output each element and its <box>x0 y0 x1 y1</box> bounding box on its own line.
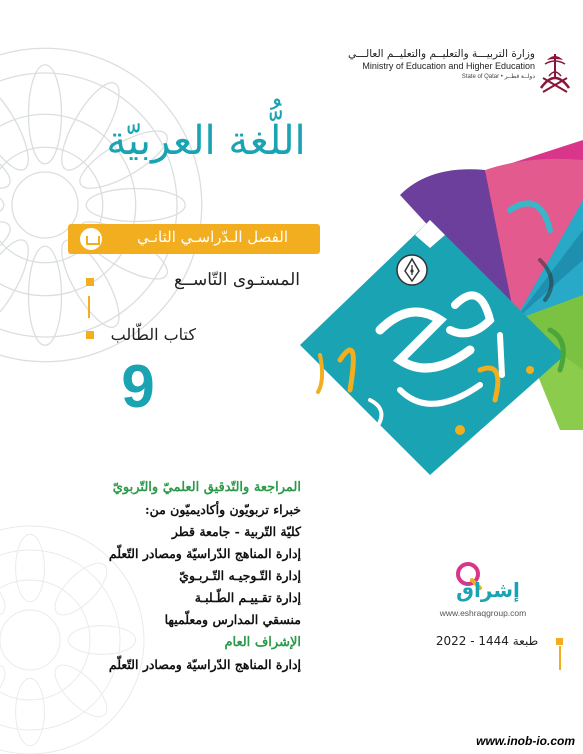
review-heading: المراجعة والتّدقيق العلميّ والتّربويّ <box>112 480 301 495</box>
book-row <box>86 325 196 349</box>
pen-nib-icon <box>395 253 429 287</box>
credit-line: كليّة التّربية - جامعة قطر <box>171 524 301 539</box>
credit-line: منسقي المدارس ومعلّميها <box>164 612 301 627</box>
book-icon <box>78 226 104 252</box>
qatar-emblem-icon <box>533 48 577 98</box>
mandala-decoration-icon <box>0 40 210 370</box>
bullet-square-icon <box>556 638 563 645</box>
edition-label: طبعة 1444 - 2022 <box>435 634 539 648</box>
credit-line: خبراء تربويّون وأكاديميّون من: <box>144 502 301 517</box>
credit-line: إدارة المناهج الدّراسيّة ومصادر التّعلّم <box>108 546 301 561</box>
credits-block <box>1 480 301 672</box>
publisher-url[interactable]: www.eshraqgroup.com <box>439 608 527 618</box>
state-label: State of Qatar • دولــة قطــر <box>461 74 535 80</box>
semester-label: الفصل الـدّراسـي الثانـي <box>136 228 288 246</box>
book-label: كتاب الطّالب <box>110 325 196 344</box>
credit-line: إدارة التّـوجيـه التّـربـويّ <box>179 568 301 583</box>
watermark-url[interactable]: www.inob-io.com <box>476 734 575 748</box>
bullet-square-icon <box>86 331 94 339</box>
divider-line <box>88 296 90 318</box>
supervision-heading: الإشراف العام <box>224 635 301 650</box>
ministry-english-name: Ministry of Education and Higher Education <box>362 61 535 71</box>
supervision-line: إدارة المناهج الدّراسيّة ومصادر التّعلّم <box>108 657 301 672</box>
divider-line <box>559 646 561 670</box>
book-title: اللُّغة العربيّة <box>106 118 306 164</box>
ministry-header <box>295 48 535 80</box>
credit-line: إدارة تقـييـم الطّـلبـة <box>194 590 301 605</box>
bullet-square-icon <box>86 278 94 286</box>
ministry-arabic-name: وزارة التربيـــة والتعليــم والتعليــم العالـــي <box>348 48 535 60</box>
publisher-name: إشراق <box>456 578 520 602</box>
grade-number: 9 <box>121 353 155 420</box>
level-label: المستـوى التّاســع <box>174 270 300 290</box>
calligraphy-artwork <box>280 130 583 475</box>
